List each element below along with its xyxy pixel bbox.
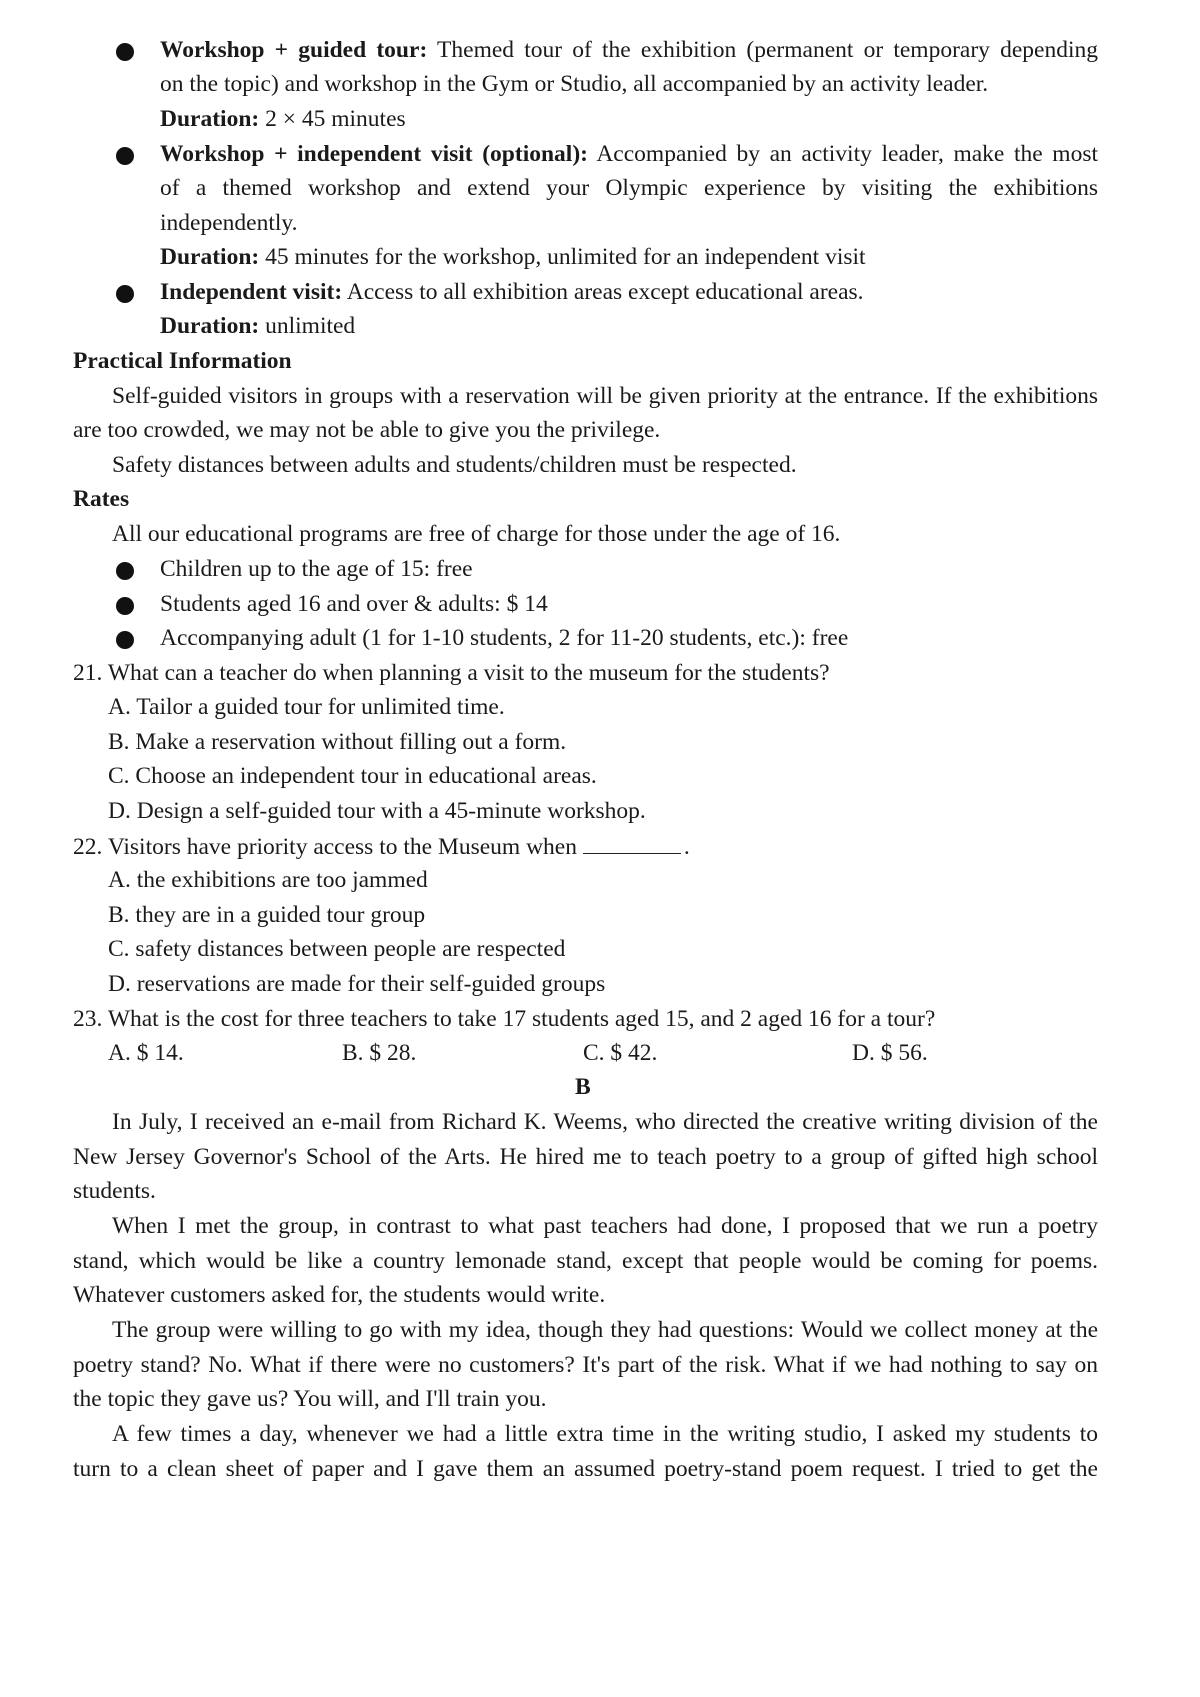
passage-line: poetry stand? No. What if there were no customers? It's part of the risk. What if we had nothing to say on xyxy=(73,1352,1098,1378)
program-2-title: Workshop + independent visit (optional) xyxy=(160,141,581,167)
passage-line: stand, which would be like a country lemonade stand, except that people would be coming for poems. xyxy=(73,1248,1098,1274)
bullet-icon xyxy=(116,562,134,580)
practical-p2: Safety distances between adults and students/children must be respected. xyxy=(112,452,797,478)
program-2-duration: Duration: 45 minutes for the workshop, unlimited for an independent visit xyxy=(160,244,866,270)
program-3-desc: Access to all exhibition areas except educational areas. xyxy=(346,279,864,305)
passage-line: students. xyxy=(73,1178,156,1204)
bullet-icon xyxy=(116,43,134,61)
rates-heading: Rates xyxy=(73,486,130,512)
program-3-duration: Duration: unlimited xyxy=(160,313,356,339)
passage-line: A few times a day, whenever we had a little extra time in the writing studio, I asked my students to xyxy=(112,1421,1098,1447)
program-2-desc: Accompanied by an activity leader, make the most xyxy=(596,141,1098,167)
bullet-icon xyxy=(116,631,134,649)
rate-item: Students aged 16 and over & adults: $ 14 xyxy=(160,591,548,617)
question-22-option-a: A. the exhibitions are too jammed xyxy=(108,867,428,893)
question-23-stem: 23. What is the cost for three teachers to take 17 students aged 15, and 2 aged 16 for a tour? xyxy=(73,1006,936,1032)
question-23-option-c: C. $ 42. xyxy=(583,1040,658,1066)
program-1-duration: Duration: 2 × 45 minutes xyxy=(160,106,406,132)
practical-p1-line-1: Self-guided visitors in groups with a reservation will be given priority at the entrance. If the exhibitions xyxy=(112,383,1098,409)
question-22-stem: 22. Visitors have priority access to the Museum when . xyxy=(73,831,690,862)
question-21-option-c: C. Choose an independent tour in educational areas. xyxy=(108,763,597,789)
passage-line: In July, I received an e-mail from Richard K. Weems, who directed the creative writing division of the xyxy=(112,1109,1098,1135)
program-1-title: Workshop + guided tour xyxy=(160,37,420,63)
practical-p1-line-2: are too crowded, we may not be able to give you the privilege. xyxy=(73,417,661,443)
question-21-stem: 21. What can a teacher do when planning a visit to the museum for the students? xyxy=(73,660,830,686)
question-22-option-c: C. safety distances between people are respected xyxy=(108,936,566,962)
program-1-line-1: Workshop + guided tour: Themed tour of the exhibition (permanent or temporary depending xyxy=(160,37,1098,63)
program-3-title: Independent visit xyxy=(160,279,335,305)
answer-blank xyxy=(583,831,681,854)
question-21-option-d: D. Design a self-guided tour with a 45-minute workshop. xyxy=(108,798,646,824)
passage-line: The group were willing to go with my idea, though they had questions: Would we collect money at the xyxy=(112,1317,1098,1343)
question-22-option-d: D. reservations are made for their self-guided groups xyxy=(108,971,606,997)
rate-item: Children up to the age of 15: free xyxy=(160,556,473,582)
question-21-option-b: B. Make a reservation without filling out a form. xyxy=(108,729,567,755)
practical-heading: Practical Information xyxy=(73,348,292,374)
question-22-option-b: B. they are in a guided tour group xyxy=(108,902,426,928)
rate-item: Accompanying adult (1 for 1-10 students, 2 for 11-20 students, etc.): free xyxy=(160,625,849,651)
rates-intro: All our educational programs are free of charge for those under the age of 16. xyxy=(112,521,841,547)
bullet-icon xyxy=(116,147,134,165)
bullet-icon xyxy=(116,597,134,615)
question-23-option-b: B. $ 28. xyxy=(342,1040,417,1066)
bullet-icon xyxy=(116,285,134,303)
program-2-line-3: independently. xyxy=(160,210,298,236)
passage-line: Whatever customers asked for, the students would write. xyxy=(73,1282,606,1308)
passage-line: When I met the group, in contrast to what past teachers had done, I proposed that we run a poetry xyxy=(112,1213,1098,1239)
passage-line: the topic they gave us? You will, and I'll train you. xyxy=(73,1386,547,1412)
program-2-line-1: Workshop + independent visit (optional): Accompanied by an activity leader, make the most xyxy=(160,141,1098,167)
program-2-line-2: of a themed workshop and extend your Olympic experience by visiting the exhibitions xyxy=(160,175,1098,201)
program-1-line-2: on the topic) and workshop in the Gym or Studio, all accompanied by an activity leader. xyxy=(160,71,989,97)
question-23-option-d: D. $ 56. xyxy=(852,1040,928,1066)
passage-line: New Jersey Governor's School of the Arts. He hired me to teach poetry to a group of gifted high school xyxy=(73,1144,1098,1170)
question-23-option-a: A. $ 14. xyxy=(108,1040,184,1066)
section-b-heading: B xyxy=(575,1074,591,1100)
passage-line: turn to a clean sheet of paper and I gave them an assumed poetry-stand poem request. I tried to get the xyxy=(73,1456,1098,1482)
program-3-line-1: Independent visit: Access to all exhibition areas except educational areas. xyxy=(160,279,864,305)
program-1-desc: Themed tour of the exhibition (permanent or temporary depending xyxy=(437,37,1098,63)
question-21-option-a: A. Tailor a guided tour for unlimited time. xyxy=(108,694,505,720)
